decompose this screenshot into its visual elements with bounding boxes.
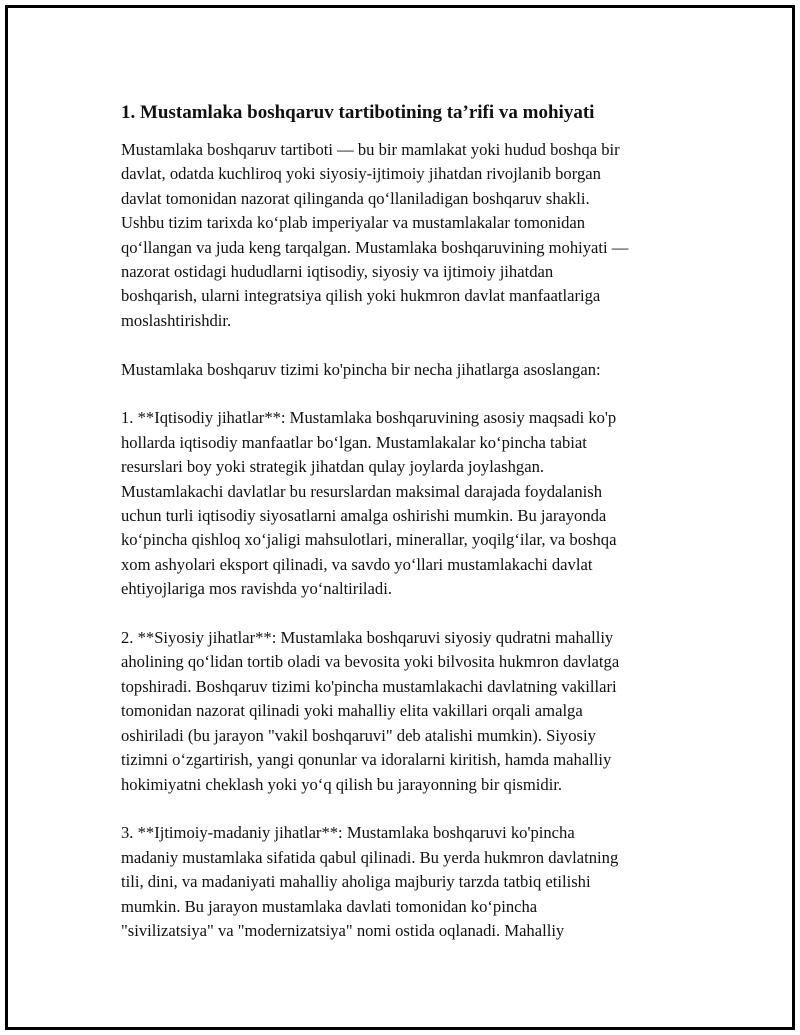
paragraph-line: 3. **Ijtimoiy-madaniy jihatlar**: Mustamlaka boshqaruvi ko'pincha <box>121 823 575 843</box>
paragraph-line: hollarda iqtisodiy manfaatlar bo‘lgan. Mustamlakalar ko‘pincha tabiat <box>121 432 587 452</box>
paragraph-line: resurslari boy yoki strategik jihatdan qulay joylarda joylashgan. <box>121 457 545 477</box>
paragraph-line: Mustamlaka boshqaruv tizimi ko'pincha bir necha jihatlarga asoslangan: <box>121 359 601 379</box>
paragraph-line: ehtiyojlariga mos ravishda yo‘naltiriladi. <box>121 579 392 599</box>
paragraph <box>121 821 701 943</box>
paragraph-line: oshiriladi (bu jarayon "vakil boshqaruvi" deb atalishi mumkin). Siyosiy <box>121 725 596 745</box>
paragraph-line: hokimiyatni cheklash yoki yo‘q qilish bu jarayonning bir qismidir. <box>121 774 563 794</box>
paragraph-line: uchun turli iqtisodiy siyosatlarni amalga oshirishi mumkin. Bu jarayonda <box>121 506 607 526</box>
paragraph-line: "sivilizatsiya" va "modernizatsiya" nomi ostida oqlanadi. Mahalliy <box>121 920 565 940</box>
paragraph-line: topshiradi. Boshqaruv tizimi ko'pincha mustamlakachi davlatning vakillari <box>121 676 617 696</box>
page-frame <box>5 5 795 1030</box>
paragraph <box>121 626 701 797</box>
paragraph-line: nazorat ostidagi hududlarni iqtisodiy, siyosiy va ijtimoiy jihatdan <box>121 262 554 282</box>
document-body <box>121 100 701 968</box>
paragraph-line: davlat tomonidan nazorat qilinganda qo‘llaniladigan boshqaruv shakli. <box>121 188 590 208</box>
paragraph-line: aholining qo‘lidan tortib oladi va bevosita yoki bilvosita hukmron davlatga <box>121 652 620 672</box>
paragraph-line: Mustamlakachi davlatlar bu resurslardan maksimal darajada foydalanish <box>121 481 603 501</box>
paragraph-line: davlat, odatda kuchliroq yoki siyosiy-ijtimoiy jihatdan rivojlanib borgan <box>121 164 601 184</box>
paragraph-line: tili, dini, va madaniyati mahalliy aholiga majburiy tarzda tatbiq etilishi <box>121 872 591 892</box>
paragraph-line: madaniy mustamlaka sifatida qabul qilinadi. Bu yerda hukmron davlatning <box>121 847 619 867</box>
paragraph-line: tizimni o‘zgartirish, yangi qonunlar va idoralarni kiritish, hamda mahalliy <box>121 750 612 770</box>
paragraph <box>121 358 701 382</box>
paragraph-line: moslashtirishdir. <box>121 310 232 330</box>
paragraph-line: qo‘llangan va juda keng tarqalgan. Mustamlaka boshqaruvining mohiyati — <box>121 237 629 257</box>
paragraph-line: Ushbu tizim tarixda ko‘plab imperiyalar va mustamlakalar tomonidan <box>121 213 586 233</box>
section-title: 1. Mustamlaka boshqaruv tartibotining ta’rifi va mohiyati <box>121 102 595 123</box>
paragraph-line: tomonidan nazorat qilinadi yoki mahalliy elita vakillari orqali amalga <box>121 701 583 721</box>
paragraph-list <box>121 138 701 943</box>
paragraph-line: mumkin. Bu jarayon mustamlaka davlati tomonidan ko‘pincha <box>121 896 538 916</box>
paragraph-line: xom ashyolari eksport qilinadi, va savdo yo‘llari mustamlakachi davlat <box>121 554 593 574</box>
paragraph-line: boshqarish, ularni integratsiya qilish yoki hukmron davlat manfaatlariga <box>121 286 601 306</box>
paragraph-line: 2. **Siyosiy jihatlar**: Mustamlaka boshqaruvi siyosiy qudratni mahalliy <box>121 628 614 648</box>
paragraph <box>121 138 701 333</box>
paragraph-line: ko‘pincha qishloq xo‘jaligi mahsulotlari, minerallar, yoqilg‘ilar, va boshqa <box>121 530 617 550</box>
paragraph <box>121 406 701 601</box>
paragraph-line: 1. **Iqtisodiy jihatlar**: Mustamlaka boshqaruvining asosiy maqsadi ko'p <box>121 408 617 428</box>
paragraph-line: Mustamlaka boshqaruv tartiboti — bu bir mamlakat yoki hudud boshqa bir <box>121 140 620 159</box>
